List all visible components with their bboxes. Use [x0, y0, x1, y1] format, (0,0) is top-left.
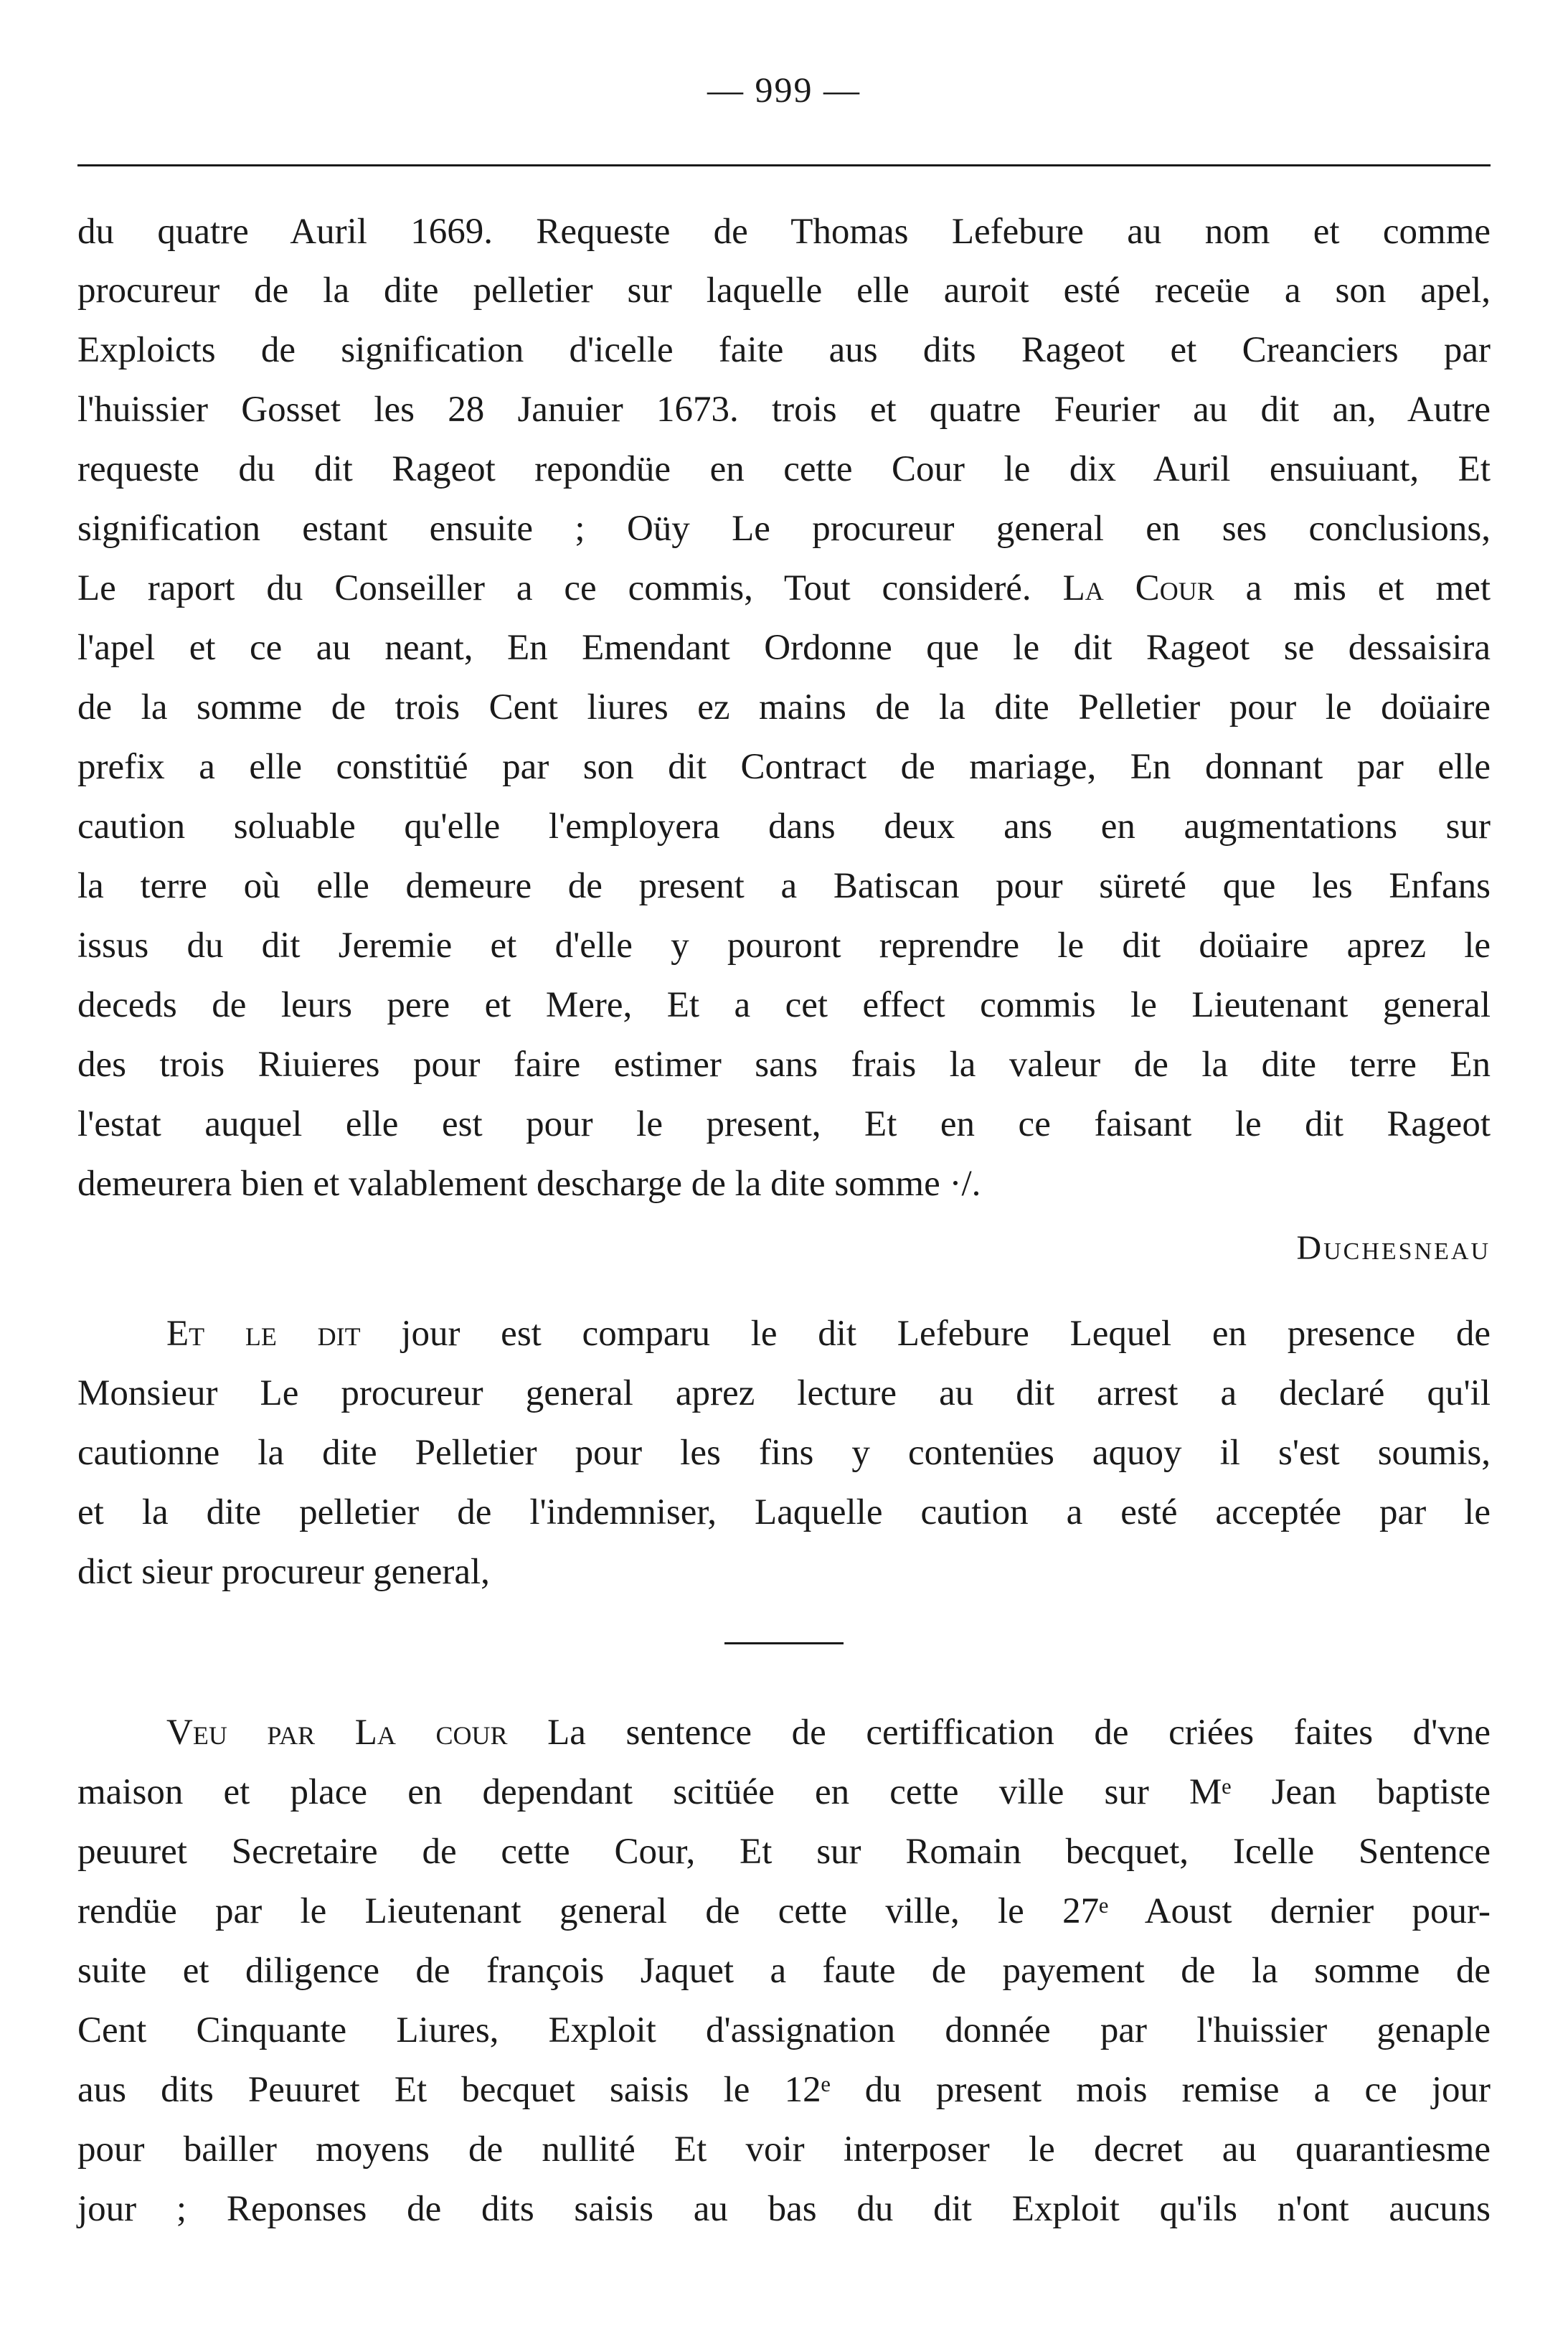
text-line: deceds de leurs pere et Mere, Et a cet effect commis le Lieutenant general: [77, 985, 1491, 1025]
signature: Duchesneau: [1296, 1229, 1491, 1267]
text-line: [166, 1715, 1491, 1751]
text-line: et la dite pelletier de l'indemniser, Laquelle caution a esté acceptée par le: [77, 1492, 1491, 1532]
text-line: issus du dit Jeremie et d'elle y pouront reprendre le dit doüaire aprez le: [77, 926, 1491, 966]
text-line: jour ; Reponses de dits saisis au bas du dit Exploit qu'ils n'ont aucuns: [77, 2189, 1491, 2229]
text-segment: jour est comparu le dit Lefebure Lequel en presence de: [401, 1314, 1491, 1354]
text-line: du quatre Auril 1669. Requeste de Thomas Lefebure au nom et comme: [77, 212, 1491, 252]
text-line: procureur de la dite pelletier sur laquelle elle auroit esté receüe a son apel,: [77, 270, 1491, 311]
text-line: aus dits Peuuret Et becquet saisis le 12ᵉ du present mois remise a ce jour: [77, 2070, 1491, 2110]
page-number: — 999 —: [707, 70, 861, 110]
court-smallcaps: La Cour: [1062, 568, 1214, 608]
text-line: rendüe par le Lieutenant general de cette ville, le 27ᵉ Aoust dernier pour-: [77, 1891, 1491, 1931]
text-line: cautionne la dite Pelletier pour les fins y contenües aquoy il s'est soumis,: [77, 1433, 1491, 1473]
text-line: peuuret Secretaire de cette Cour, Et sur Romain becquet, Icelle Sentence: [77, 1832, 1491, 1872]
text-line: suite et diligence de françois Jaquet a faute de payement de la somme de: [77, 1951, 1491, 1991]
text-line: demeurera bien et valablement descharge de la dite somme ·/.: [77, 1164, 981, 1204]
text-line: [166, 1316, 1491, 1352]
text-line: des trois Riuieres pour faire estimer sans frais la valeur de la dite terre En: [77, 1045, 1491, 1085]
text-segment: Le raport du Conseiller a ce commis, Tout consideré.: [77, 568, 1031, 608]
section-divider: [724, 1642, 844, 1644]
text-line: requeste du dit Rageot repondüe en cette Cour le dix Auril ensuiuant, Et: [77, 449, 1491, 489]
text-segment: a mis et met: [1245, 568, 1491, 608]
text-line: Cent Cinquante Liures, Exploit d'assignation donnée par l'huissier genaple: [77, 2010, 1491, 2050]
paragraph-lead: Et le dit: [166, 1314, 361, 1354]
text-line: l'huissier Gosset les 28 Januier 1673. trois et quatre Feurier au dit an, Autre: [77, 390, 1491, 430]
text-line: de la somme de trois Cent liures ez mains de la dite Pelletier pour le doüaire: [77, 687, 1491, 727]
text-line: [77, 570, 1491, 607]
text-line: Monsieur Le procureur general aprez lecture au dit arrest a declaré qu'il: [77, 1373, 1491, 1413]
text-line: l'estat auquel elle est pour le present, Et en ce faisant le dit Rageot: [77, 1104, 1491, 1144]
text-line: maison et place en dependant scitüée en cette ville sur Mᵉ Jean baptiste: [77, 1772, 1491, 1812]
text-line: dict sieur procureur general,: [77, 1552, 490, 1592]
text-line: prefix a elle constitüé par son dit Contract de mariage, En donnant par elle: [77, 747, 1491, 787]
text-line: la terre où elle demeure de present a Batiscan pour süreté que les Enfans: [77, 866, 1491, 906]
text-line: pour bailler moyens de nullité Et voir interposer le decret au quarantiesme: [77, 2129, 1491, 2170]
text-line: l'apel et ce au neant, En Emendant Ordonne que le dit Rageot se dessaisira: [77, 628, 1491, 668]
text-segment: La sentence de certiffication de criées faites d'vne: [547, 1713, 1491, 1753]
text-line: signification estant ensuite ; Oüy Le procureur general en ses conclusions,: [77, 509, 1491, 549]
text-line: Exploicts de signification d'icelle faite aus dits Rageot et Creanciers par: [77, 330, 1491, 370]
header-rule: [77, 164, 1491, 166]
paragraph-lead: Veu par La cour: [166, 1713, 508, 1753]
text-line: caution soluable qu'elle l'employera dans deux ans en augmentations sur: [77, 806, 1491, 847]
